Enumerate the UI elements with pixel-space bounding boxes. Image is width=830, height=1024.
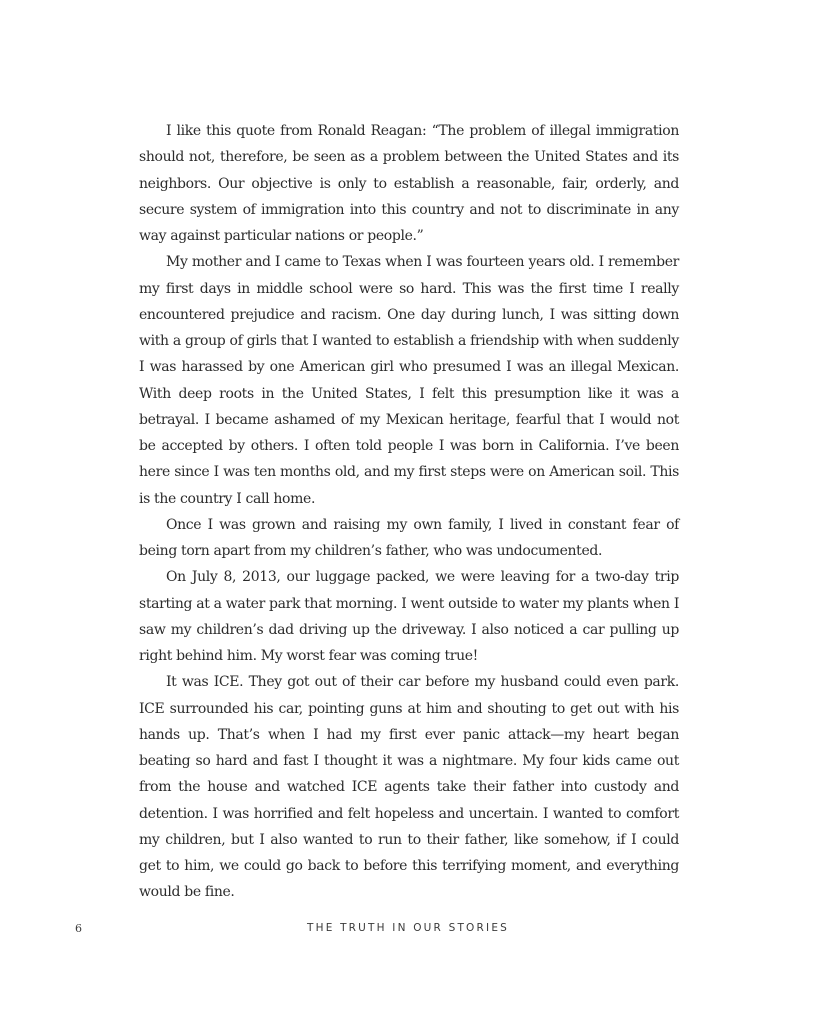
page-number: 6 xyxy=(75,922,83,935)
body-text xyxy=(139,118,679,906)
paragraph-july-8-2013: On July 8, 2013, our luggage packed, we were leaving for a two-day trip starting at a water park that morning. I went outside to water my plants when I saw my children’s dad driving up the driveway. I also noticed a car pulling up right behind him. My worst fear was coming true! xyxy=(139,569,679,664)
running-footer-title: THE TRUTH IN OUR STORIES xyxy=(306,922,510,934)
paragraph-fear-of-separation: Once I was grown and raising my own family, I lived in constant fear of being torn apart from my children’s father, who was undocumented. xyxy=(139,516,679,559)
paragraph-reagan-quote: I like this quote from Ronald Reagan: “The problem of illegal immigration should not, therefore, be seen as a problem between the United States and its neighbors. Our objective is only to establish a reasonable, fair, orderly, and secure system of immigration into this country and not to discriminate in any way against particular nations or people.” xyxy=(139,123,679,244)
paragraph-coming-to-texas: My mother and I came to Texas when I was fourteen years old. I remember my first days in middle school were so hard. This was the first time I really encountered prejudice and racism. One day during lunch, I was sitting down with a group of girls that I wanted to establish a friendship with when suddenly I was harassed by one American girl who presumed I was an illegal Mexican. With deep roots in the United States, I felt this presumption like it was a betrayal. I became ashamed of my Mexican heritage, fearful that I would not be accepted by others. I often told people I was born in California. I’ve been here since I was ten months old, and my first steps were on American soil. This is the country I call home. xyxy=(139,254,679,507)
paragraph-ice-arrest: It was ICE. They got out of their car before my husband could even park. ICE surrounded his car, pointing guns at him and shouting to get out with his hands up. That’s when I had my first ever panic attack—my heart began beating so hard and fast I thought it was a nightmare. My four kids came out from the house and watched ICE agents take their father into custody and detention. I was horrified and felt hopeless and uncertain. I wanted to comfort my children, but I also wanted to run to their father, like somehow, if I could get to him, we could go back to before this terrifying moment, and everything would be fine. xyxy=(139,674,679,901)
